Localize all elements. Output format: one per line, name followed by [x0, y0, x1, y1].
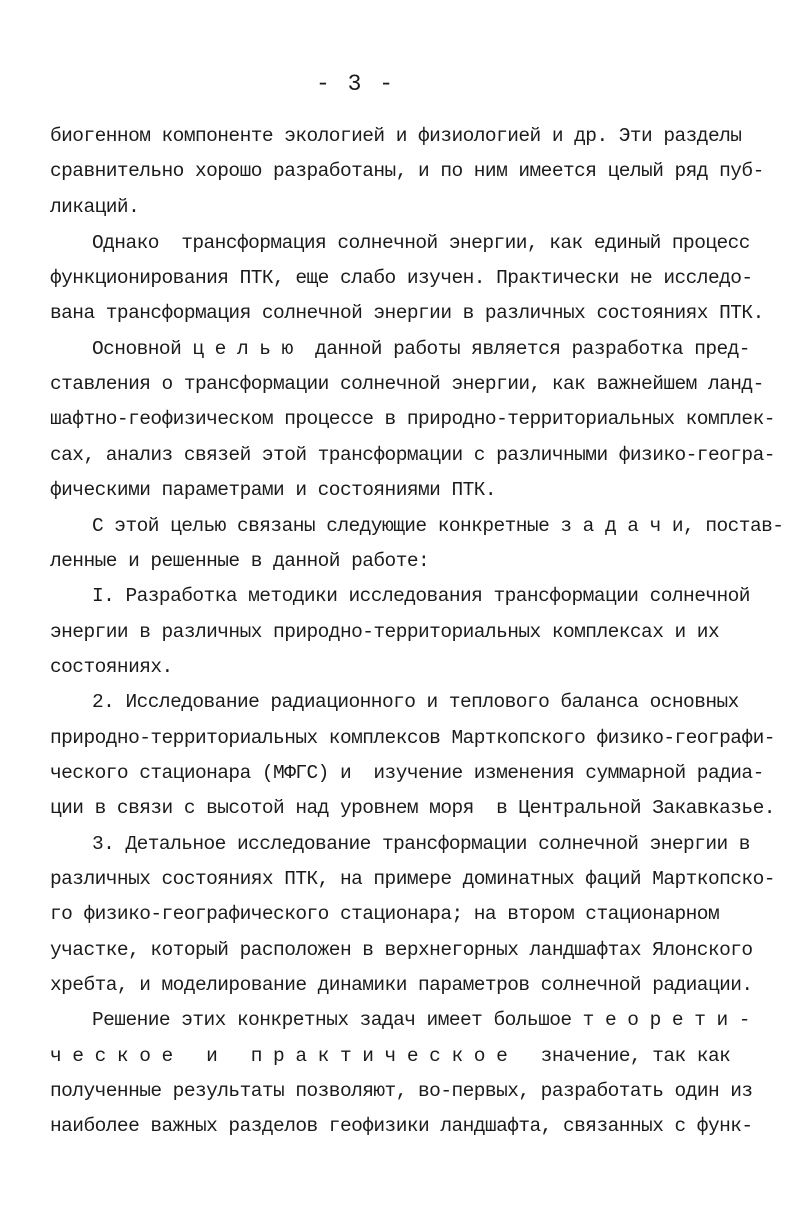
- text-line: ленные и решенные в данной работе:: [50, 550, 430, 572]
- text-line: фическими параметрами и состояниями ПТК.: [50, 479, 497, 501]
- text-line: функционирования ПТК, еще слабо изучен. Практически не исследо-: [50, 267, 753, 289]
- text-line: 2. Исследование радиационного и теплового баланса основных: [92, 691, 739, 713]
- text-line: вана трансформация солнечной энергии в различных состояниях ПТК.: [50, 302, 764, 324]
- text-line: ликаций.: [50, 196, 140, 218]
- text-line: энергии в различных природно-территориальных комплексах и их: [50, 621, 720, 643]
- text-line: сах, анализ связей этой трансформации с различными физико-геогра-: [50, 444, 775, 466]
- text-line: С этой целью связаны следующие конкретные з а д а ч и, постав-: [92, 515, 784, 537]
- text-line: ческого стационара (МФГС) и изучение изменения суммарной радиа-: [50, 762, 764, 784]
- text-line: состояниях.: [50, 656, 173, 678]
- text-line: Основной ц е л ь ю данной работы является разработка пред-: [92, 338, 750, 360]
- text-line: участке, который расположен в верхнегорных ландшафтах Ялонского: [50, 939, 753, 961]
- text-line: полученные результаты позволяют, во-первых, разработать один из: [50, 1080, 753, 1102]
- text-line: шафтно-геофизическом процессе в природно-территориальных комплек-: [50, 408, 775, 430]
- text-line: Однако трансформация солнечной энергии, как единый процесс: [92, 232, 750, 254]
- text-line: различных состояниях ПТК, на примере доминатных фаций Марткопско-: [50, 868, 775, 890]
- text-line: сравнительно хорошо разработаны, и по ним имеется целый ряд пуб-: [50, 160, 764, 182]
- text-line: 3. Детальное исследование трансформации солнечной энергии в: [92, 833, 750, 855]
- text-line: ставления о трансформации солнечной энергии, как важнейшем ланд-: [50, 373, 764, 395]
- text-line: Решение этих конкретных задач имеет большое т е о р е т и -: [92, 1009, 750, 1031]
- text-line: ции в связи с высотой над уровнем моря в Центральной Закавказье.: [50, 797, 775, 819]
- text-line: биогенном компоненте экологией и физиологией и др. Эти разделы: [50, 125, 742, 147]
- text-line: I. Разработка методики исследования трансформации солнечной: [92, 585, 750, 607]
- page-number: - 3 -: [316, 71, 396, 97]
- text-line: природно-территориальных комплексов Марткопского физико-географи-: [50, 727, 775, 749]
- text-line: го физико-географического стационара; на втором стационарном: [50, 903, 720, 925]
- text-line: ч е с к о е и п р а к т и ч е с к о е значение, так как: [50, 1045, 731, 1067]
- text-line: хребта, и моделирование динамики параметров солнечной радиации.: [50, 974, 753, 996]
- text-line: наиболее важных разделов геофизики ландшафта, связанных с функ-: [50, 1115, 753, 1137]
